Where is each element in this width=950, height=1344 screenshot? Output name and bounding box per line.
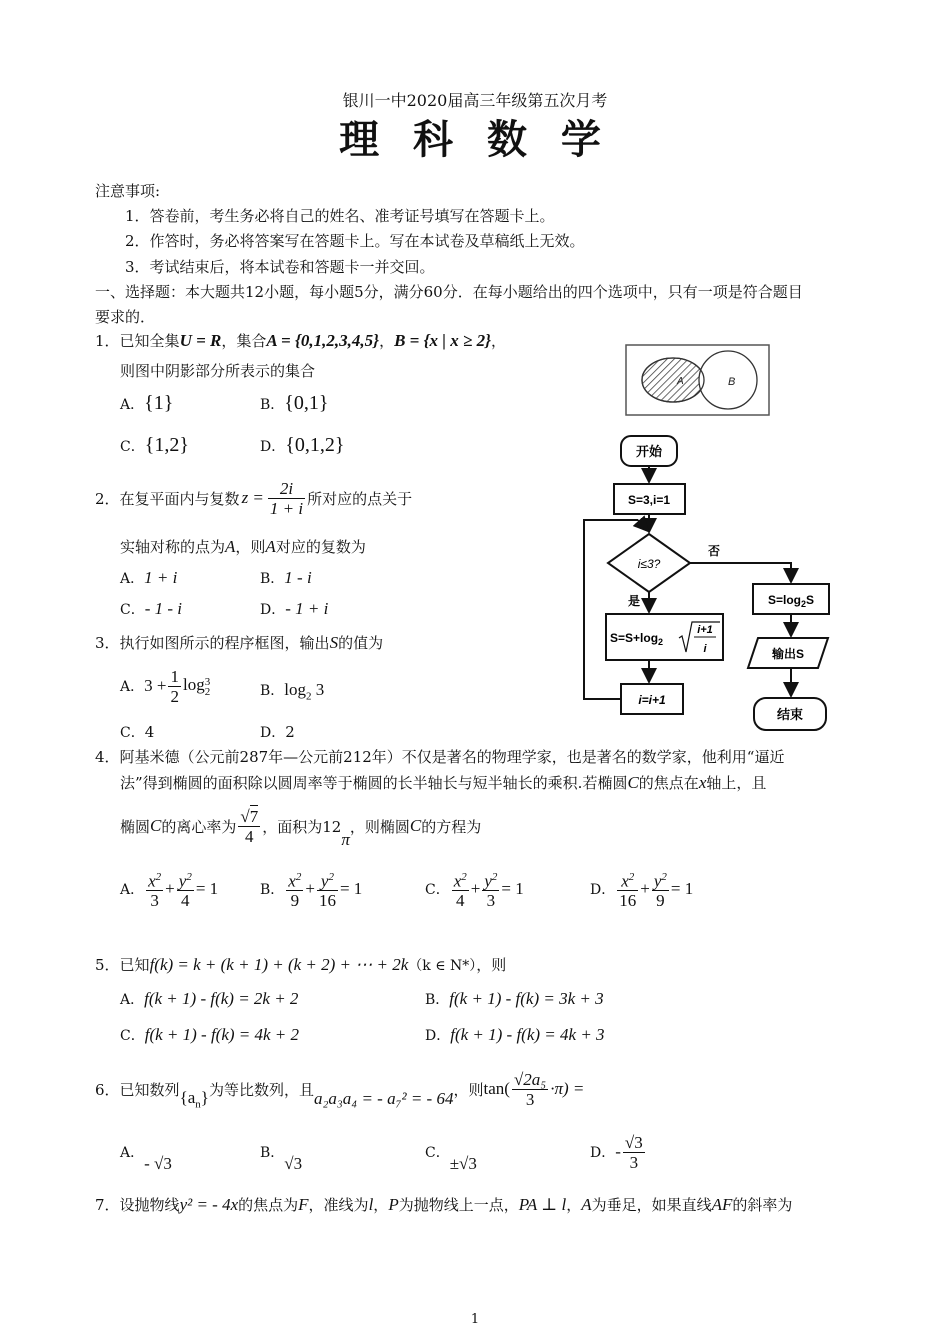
text: 对应的复数为 (275, 538, 366, 556)
section-heading-cont: 要求的． (95, 308, 156, 326)
plus: + (305, 879, 315, 898)
question-7-stem (95, 1194, 792, 1215)
denominator: 9 (656, 891, 665, 911)
denominator: 4 (181, 891, 190, 911)
fraction (146, 868, 163, 911)
ellipse-c: C (409, 816, 422, 835)
function-expr: f(k) = k + (k + 1) + (k + 2) + ⋯ + 2k (149, 955, 409, 974)
text: ，则 (476, 956, 507, 974)
question-4-stem-cont (120, 772, 766, 793)
condition: a₂a₃a₄ = - a₇² = - 64 (313, 1089, 454, 1108)
option-value: {0,1} (284, 392, 329, 414)
fraction (168, 667, 181, 706)
condition: （k ∈ N*） (408, 958, 477, 974)
question-number: 6． (95, 1080, 120, 1099)
option-label: D． (260, 725, 286, 741)
q1-option-b (260, 392, 329, 415)
notes-item: 1．答卷前，考生务必将自己的姓名、准考证号填写在答题卡上。 (125, 207, 555, 225)
text: ， (566, 1196, 582, 1214)
venn-label-b: B (728, 376, 736, 388)
q1-option-c (120, 434, 189, 457)
ellipse-c: C (150, 816, 162, 835)
option-label: B． (260, 1145, 285, 1161)
q3-option-a (120, 664, 210, 708)
venn-diagram (625, 344, 770, 416)
point-p: P (388, 1195, 399, 1214)
numerator: $x^2$ (617, 868, 638, 892)
numerator: √3 (624, 1132, 643, 1152)
exam-title: 理 科 数 学 (339, 116, 611, 163)
option-label: A． (120, 882, 145, 898)
q5-option-c (120, 1025, 299, 1045)
equals-one: = 1 (501, 879, 524, 898)
option-label: B． (260, 683, 285, 699)
numerator: $y^2$ (177, 868, 194, 892)
text: ，则 (235, 538, 266, 556)
option-value: √3 (284, 1154, 303, 1173)
option-value: {1} (144, 392, 174, 414)
text: ，准线为 (308, 1196, 369, 1214)
numerator: $x^2$ (286, 868, 303, 892)
set-b: B = {x | x ≥ 2} (394, 331, 492, 350)
flow-output-label: 输出S (771, 647, 805, 661)
option-value: 3 + (144, 676, 167, 695)
option-label: B． (425, 992, 450, 1008)
option-value: ±√3 (449, 1154, 477, 1173)
flow-condition-label: i≤3? (637, 557, 661, 571)
text: 为抛物线上一点， (398, 1196, 519, 1214)
fraction (286, 868, 303, 911)
text: 的值为 (338, 634, 384, 652)
flow-no-label: 否 (708, 544, 721, 558)
question-2-stem (95, 474, 412, 522)
text: 在复平面内与复数 (119, 489, 240, 508)
text: 所对应的点关于 (307, 489, 413, 508)
text: ，集合 (221, 332, 267, 350)
right-sub: 2 (800, 599, 807, 609)
option-value: 4 (144, 723, 155, 741)
text: 的焦点在 (638, 774, 699, 792)
text: 阿基米德（公元前287年—公元前212年）不仅是著名的物理学家，也是著名的数学家，他利用“逼近 (119, 748, 785, 766)
text: ， (379, 332, 395, 350)
right-tail: S (806, 593, 815, 607)
q4-options-row (120, 864, 840, 914)
question-4-stem (95, 746, 784, 767)
option-label: D． (590, 1145, 616, 1161)
notes-item: 2．作答时，务必将答案写在答题卡上。写在本试卷及草稿纸上无效。 (125, 232, 585, 250)
ellipse-c: C (627, 773, 639, 792)
z-var: z = (241, 488, 264, 507)
option-value: 1 - i (284, 568, 312, 587)
question-3-stem (95, 632, 383, 653)
q2-option-d (260, 599, 328, 619)
question-number: 7． (95, 1196, 120, 1214)
option-label: D． (260, 439, 286, 455)
question-number: 2． (95, 489, 120, 508)
q1-option-a (120, 392, 173, 415)
option-value: - 1 + i (285, 599, 329, 618)
fraction (317, 868, 338, 911)
text: 为等比数列，且 (208, 1080, 314, 1099)
fraction (268, 479, 305, 518)
option-label: C． (120, 725, 145, 741)
option-label: A． (120, 992, 145, 1008)
option-value: {1,2} (144, 434, 189, 456)
q5-option-b (425, 989, 604, 1009)
venn-label-a: A (677, 376, 684, 387)
q3-option-d (260, 722, 295, 742)
question-1-stem (95, 330, 506, 351)
denominator: 3 (486, 891, 496, 911)
denominator: 2 (170, 686, 179, 706)
flow-start-label: 开始 (635, 444, 663, 459)
text: 已知数列 (119, 1080, 180, 1099)
fraction (623, 1133, 645, 1172)
text: 椭圆 (120, 817, 151, 836)
question-1-stem-cont: 则图中阴影部分所表示的集合 (120, 362, 316, 380)
denominator: 3 (150, 891, 159, 911)
fraction (617, 868, 638, 911)
flow-right-label (768, 593, 814, 609)
option-label: B． (260, 571, 285, 587)
question-5-stem (95, 954, 506, 975)
denominator: 16 (318, 891, 336, 911)
flow-init-label: S=3,i=1 (627, 493, 671, 507)
numerator: $y^2$ (652, 868, 669, 892)
notes-heading: 注意事项: (95, 182, 161, 200)
option-label: A． (120, 679, 145, 695)
q1-option-d (260, 434, 344, 457)
option-label: C． (120, 439, 145, 455)
tan: tan( (483, 1079, 510, 1098)
q2-option-b (260, 568, 312, 588)
flow-end-label: 结束 (776, 707, 804, 722)
flow-yes-label: 是 (628, 594, 641, 608)
minus: - (615, 1142, 621, 1161)
option-value: f(k + 1) - f(k) = 4k + 3 (450, 1025, 605, 1044)
log-expr (284, 680, 325, 703)
log-sub: 2 (306, 690, 312, 703)
q3-option-b (260, 680, 324, 702)
q6-option-d (590, 1128, 647, 1176)
fraction (512, 1070, 548, 1109)
update-sub: 2 (658, 637, 664, 647)
text: 轴上，且 (706, 774, 767, 792)
option-label: D． (425, 1028, 451, 1044)
log: log (284, 680, 307, 699)
text: 已知 (119, 956, 150, 974)
line-af: AF (711, 1195, 733, 1214)
option-value: {0,1,2} (285, 434, 345, 456)
text: ， (491, 332, 507, 350)
numerator: $x^2$ (146, 868, 163, 892)
log-arg: 3 (311, 680, 325, 699)
option-value: 2 (285, 723, 295, 741)
option-value: f(k + 1) - f(k) = 4k + 2 (144, 1025, 300, 1044)
option-label: C． (120, 602, 145, 618)
q4-option-b (260, 864, 362, 914)
numerator: $x^2$ (452, 868, 469, 892)
text: 为垂足，如果直线 (591, 1196, 712, 1214)
equals-one: = 1 (670, 879, 694, 898)
s-var: S (329, 633, 339, 652)
denominator: 4 (455, 891, 465, 911)
question-6-stem (95, 1064, 584, 1114)
q6-option-c (425, 1142, 477, 1173)
point-a: A (581, 1195, 592, 1214)
directrix-l: l (368, 1195, 374, 1214)
option-label: C． (425, 1145, 450, 1161)
text: 已知全集 (119, 332, 180, 350)
denominator: 16 (619, 891, 637, 911)
question-number: 4． (95, 748, 120, 766)
perpendicular: PA ⊥ l (518, 1195, 567, 1214)
log-expr (183, 675, 210, 696)
flow-update-label (610, 631, 663, 647)
fraction (177, 868, 194, 911)
denominator: 1 + i (269, 498, 304, 518)
option-label: A． (120, 1145, 145, 1161)
numerator: $y^2$ (317, 868, 338, 892)
text: 的方程为 (421, 817, 482, 836)
notes-item: 3．考试结束后，将本试卷和答题卡一并交回。 (125, 258, 435, 276)
option-label: D． (260, 602, 286, 618)
option-label: A． (120, 571, 145, 587)
q2-option-c (120, 599, 182, 619)
flowchart (578, 430, 840, 740)
text: 的焦点为 (238, 1196, 299, 1214)
flow-update-num: i+1 (697, 624, 713, 636)
fraction (482, 868, 499, 911)
q4-option-c (425, 864, 524, 914)
flow-increment-label: i=i+1 (638, 693, 666, 707)
option-value: f(k + 1) - f(k) = 3k + 3 (449, 989, 604, 1008)
denominator: 3 (525, 1089, 535, 1109)
plus: + (470, 879, 481, 898)
q4-option-d (590, 864, 693, 914)
denominator: 9 (290, 891, 300, 911)
option-label: C． (425, 882, 450, 898)
q4-option-a (120, 864, 218, 914)
option-label: D． (590, 882, 616, 898)
update-prefix: S=S+log (610, 631, 659, 645)
q5-option-a (120, 989, 298, 1009)
equals-one: = 1 (339, 879, 363, 898)
text: 法”得到椭圆的面积除以圆周率等于椭圆的长半轴长与短半轴长的乘积.若椭圆 (120, 774, 628, 792)
plus: + (640, 879, 650, 898)
numerator: √2a₅ (513, 1069, 547, 1089)
denominator: 4 (245, 826, 254, 846)
sqrt-arg: 7 (249, 806, 259, 826)
denominator: 3 (629, 1152, 639, 1172)
point-a: A (225, 537, 236, 556)
text: 设抛物线 (119, 1196, 180, 1214)
option-label: A． (120, 397, 145, 413)
exam-subtitle: 银川一中2020届高三年级第五次月考 (342, 91, 608, 110)
question-2-stem-cont (120, 536, 366, 557)
option-value: 1 + i (144, 568, 178, 587)
numerator: √7 (240, 806, 259, 826)
log-sup: 3 (204, 675, 211, 688)
option-value: f(k + 1) - f(k) = 2k + 2 (144, 989, 299, 1008)
text: ，则 (453, 1080, 484, 1099)
fraction (652, 868, 669, 911)
question-number: 5． (95, 956, 120, 974)
question-number: 1． (95, 332, 120, 350)
flow-update-den: i (703, 643, 707, 655)
tan-tail: ·π) = (550, 1079, 585, 1098)
numerator: $y^2$ (482, 868, 499, 892)
option-label: B． (260, 397, 285, 413)
text: 的斜率为 (732, 1196, 793, 1214)
log-sub: 2 (204, 685, 211, 698)
q3-option-c (120, 722, 154, 742)
option-value: - 1 - i (144, 599, 183, 618)
numerator: 2i (268, 479, 305, 499)
q6-option-b (260, 1142, 303, 1173)
text: ， (373, 1196, 389, 1214)
q6-option-a (120, 1142, 172, 1173)
option-label: B． (260, 882, 285, 898)
text: 的离心率为 (161, 817, 237, 836)
page-number: 1 (470, 1312, 480, 1327)
sequence: $\{a_n\}$ (179, 1087, 209, 1111)
text: 实轴对称的点为 (120, 538, 226, 556)
numerator: 1 (170, 666, 179, 686)
question-4-stem-line3 (120, 800, 481, 852)
equals-one: = 1 (195, 879, 219, 898)
option-label: C． (120, 1028, 145, 1044)
point-a: A (265, 537, 276, 556)
fraction (452, 868, 469, 911)
q2-option-a (120, 568, 177, 588)
parabola-eq: y² = - 4x (179, 1195, 239, 1214)
text: ，则椭圆 (349, 817, 410, 836)
right-prefix: S=log (767, 593, 801, 607)
text: ，面积为12 (262, 817, 342, 836)
q5-option-d (425, 1025, 605, 1045)
universal-set: U = R (179, 331, 222, 350)
eccentricity (238, 807, 260, 846)
question-number: 3． (95, 634, 120, 652)
section-heading: 一、选择题：本大题共12小题，每小题5分，满分60分．在每小题给出的四个选项中，只有一项是符合题目 (95, 283, 803, 301)
set-a: A = {0,1,2,3,4,5} (266, 331, 380, 350)
focus-f: F (298, 1195, 309, 1214)
option-value: - √3 (144, 1154, 172, 1173)
pi: π (341, 830, 350, 849)
plus: + (165, 879, 175, 898)
x-var: x (698, 773, 707, 792)
text: 执行如图所示的程序框图，输出 (119, 634, 330, 652)
log: log (182, 675, 205, 695)
